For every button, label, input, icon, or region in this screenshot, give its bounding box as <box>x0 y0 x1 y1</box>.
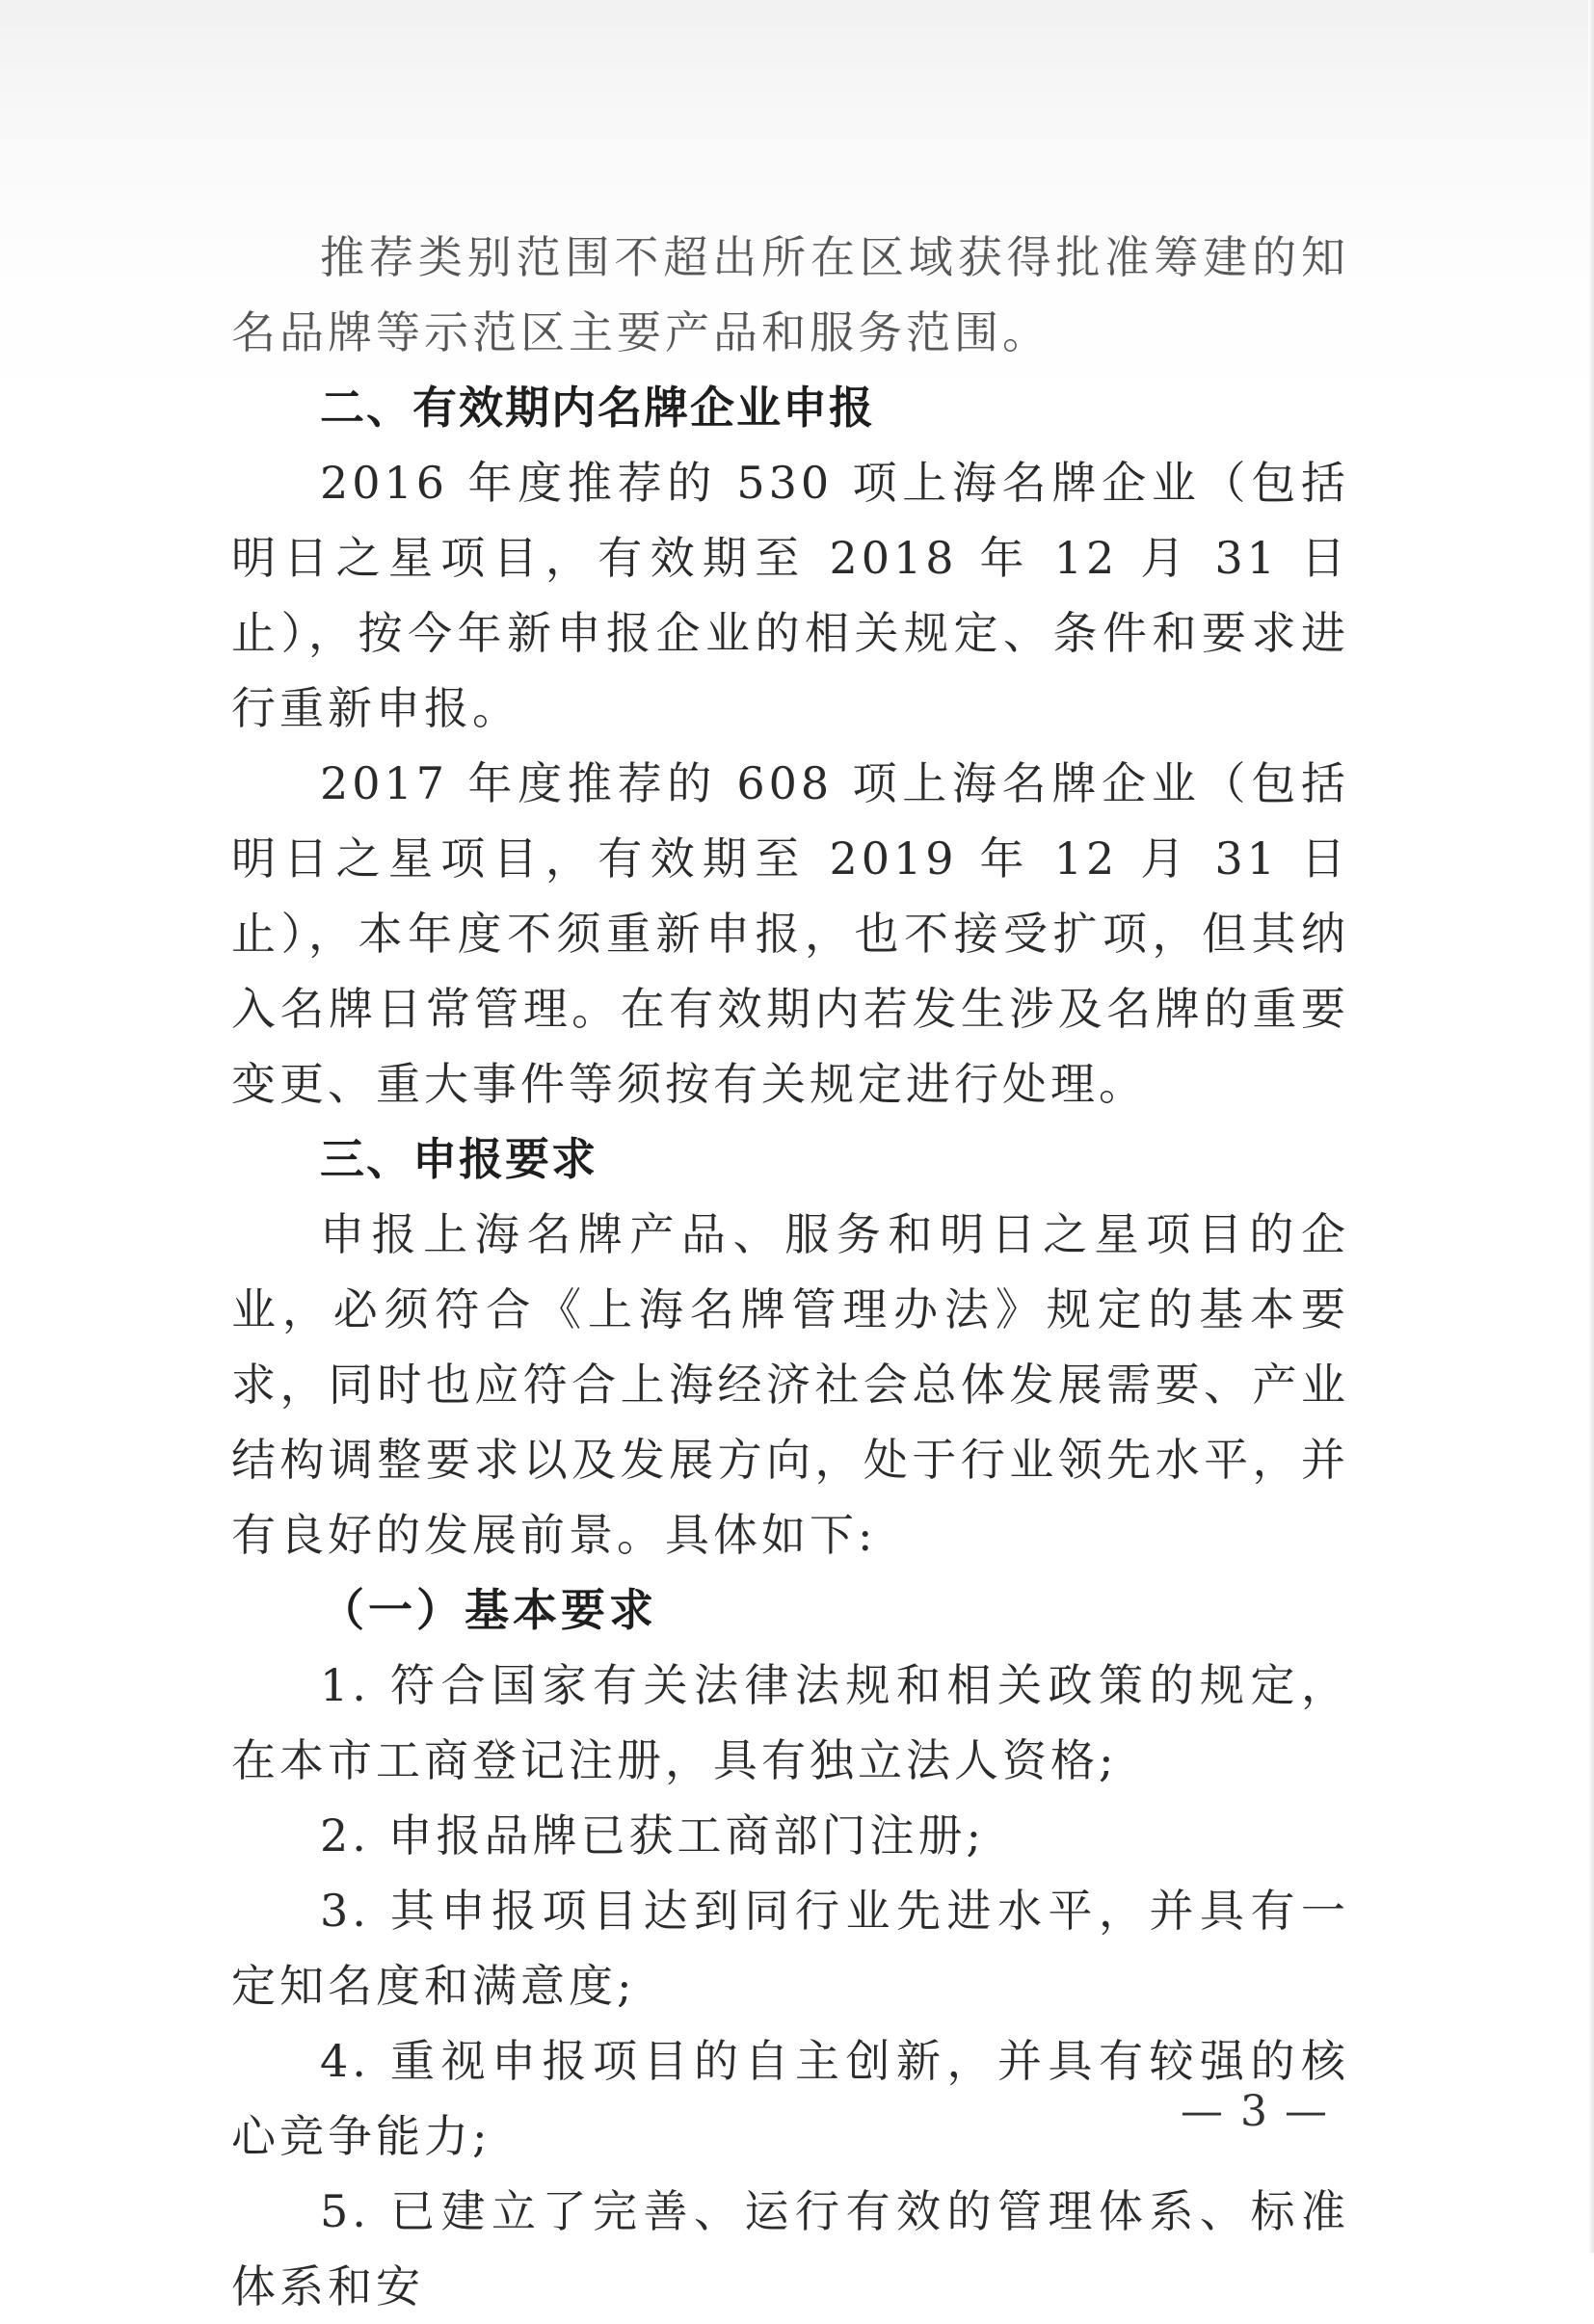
requirement-item-3: 3. 其申报项目达到同行业先进水平，并具有一定知名度和满意度; <box>231 1885 1349 2012</box>
document-body <box>231 220 1349 2324</box>
paragraph-requirements-intro: 申报上海名牌产品、服务和明日之星项目的企业，必须符合《上海名牌管理办法》规定的基本要求，同时也应符合上海经济社会总体发展需要、产业结构调整要求以及发展方向，处于行业领先水平，并有良好的发展前景。具体如下: <box>231 1208 1349 1561</box>
requirement-item-4: 4. 重视申报项目的自主创新，并具有较强的核心竞争能力; <box>231 2035 1349 2162</box>
subheading-basic-requirements: （一）基本要求 <box>320 1584 657 1636</box>
heading-valid-period-declaration: 二、有效期内名牌企业申报 <box>320 382 875 434</box>
requirement-item-5: 5. 已建立了完善、运行有效的管理体系、标准体系和安 <box>231 2185 1349 2312</box>
requirement-item-1: 1. 符合国家有关法律法规和相关政策的规定，在本市工商登记注册，具有独立法人资格; <box>231 1659 1349 1786</box>
paragraph-2017-enterprises: 2017 年度推荐的 608 项上海名牌企业（包括明日之星项目，有效期至 2019 年 12 月 31 日止），本年度不须重新申报，也不接受扩项，但其纳入名牌日常管理。在有效期内若发生涉及名牌的重要变更、重大事件等须按有关规定进行处理。 <box>231 757 1349 1110</box>
heading-declaration-requirements: 三、申报要求 <box>320 1133 598 1185</box>
paragraph-2016-enterprises: 2016 年度推荐的 530 项上海名牌企业（包括明日之星项目，有效期至 2018 年 12 月 31 日止），按今年新申报企业的相关规定、条件和要求进行重新申报。 <box>231 457 1349 734</box>
requirement-item-2: 2. 申报品牌已获工商部门注册; <box>320 1809 986 1862</box>
page-number: — 3 — <box>1181 2087 1329 2136</box>
paragraph-category-scope: 推荐类别范围不超出所在区域获得批准筹建的知名品牌等示范区主要产品和服务范围。 <box>231 231 1349 358</box>
page-edge-shadow <box>1588 0 1594 2253</box>
